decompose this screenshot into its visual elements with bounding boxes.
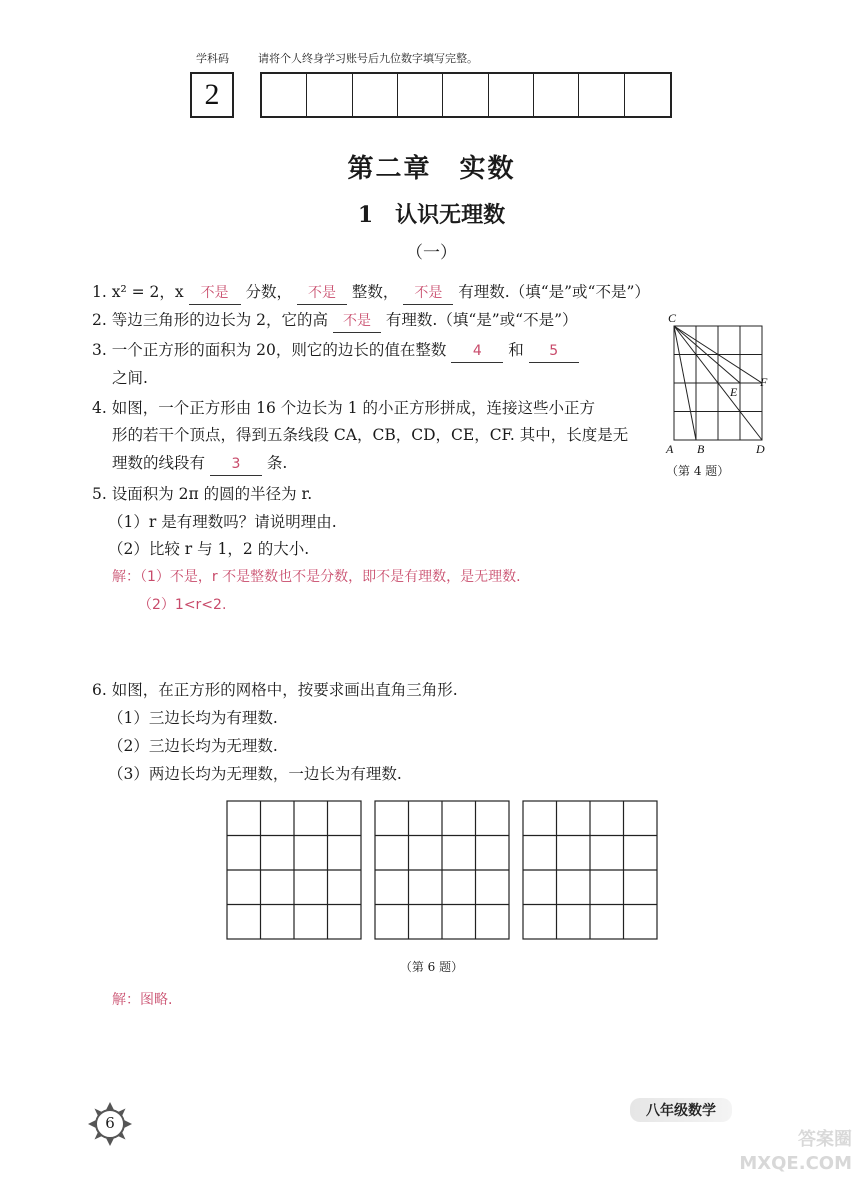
q5-line-1: 5. 设面积为 2π 的圆的半径为 r. [92, 485, 313, 503]
q4-figure [640, 312, 770, 458]
part-title: （一） [406, 243, 457, 263]
q3-blank-2: 5 [529, 340, 579, 363]
page-number: 6 [105, 1114, 115, 1132]
digit-cell[interactable] [398, 74, 443, 116]
q5-answer-1: 解：（1）不是，r 不是整数也不是分数，即不是有理数，是无理数. [112, 569, 521, 585]
q3-blank-1: 4 [451, 340, 503, 363]
q1-mid-1: 分数， [245, 283, 293, 301]
watermark: 答案圈 MXQE.COM [739, 1129, 852, 1174]
q6-sub-3: （3）两边长均为无理数，一边长为有理数. [108, 765, 402, 783]
label-a: A [666, 442, 674, 456]
q3-mid: 和 [508, 341, 524, 359]
q3-line-2: 之间. [112, 369, 148, 387]
q6-grid-1 [227, 801, 361, 939]
q1-blank-2: 不是 [297, 282, 347, 305]
question-2 [92, 306, 578, 334]
q6-line-1: 6. 如图，在正方形的网格中，按要求画出直角三角形. [92, 681, 458, 699]
q1-blank-3: 不是 [403, 282, 453, 305]
q6-caption: （第 6 题） [399, 960, 464, 974]
question-3 [92, 336, 579, 364]
label-f: F [760, 375, 768, 389]
label-c: C [668, 312, 677, 325]
digit-cell[interactable] [534, 74, 579, 116]
digit-cell[interactable] [307, 74, 352, 116]
q4-line-2: 形的若干个顶点，得到五条线段 CA，CB，CD，CE，CF. 其中，长度是无 [112, 426, 629, 444]
section-title: 1 认识无理数 [357, 202, 506, 228]
page-number-badge [88, 1102, 132, 1146]
q4-caption: （第 4 题） [666, 464, 730, 478]
q6-grid-3 [523, 801, 657, 939]
q1-blank-1: 不是 [189, 282, 241, 305]
q4-blank: 3 [210, 453, 262, 476]
label-e: E [730, 385, 738, 399]
digit-cell[interactable] [625, 74, 670, 116]
q4-line-3 [112, 449, 287, 477]
digit-cell[interactable] [579, 74, 624, 116]
q2-suffix: 有理数.（填“是”或“不是”） [385, 311, 578, 329]
q4-line-3-suffix: 条. [266, 454, 288, 472]
account-instruction: 请将个人终身学习账号后九位数字填写完整。 [258, 52, 478, 65]
label-b: B [697, 442, 705, 456]
digit-cell[interactable] [353, 74, 398, 116]
subject-code-box: 2 [190, 72, 234, 118]
q2-prefix: 2. 等边三角形的边长为 2，它的高 [92, 311, 329, 329]
book-tag: 八年级数学 [630, 1098, 732, 1122]
q1-suffix: 有理数.（填“是”或“不是”） [458, 283, 650, 301]
chapter-title: 第二章 实数 [347, 154, 516, 184]
q5-sub-2: （2）比较 r 与 1，2 的大小. [108, 540, 310, 558]
digit-cell[interactable] [443, 74, 488, 116]
q4-line-3-prefix: 理数的线段有 [112, 454, 206, 472]
q3-prefix: 3. 一个正方形的面积为 20，则它的边长的值在整数 [92, 341, 447, 359]
account-digit-boxes [260, 72, 672, 118]
q6-sub-1: （1）三边长均为有理数. [108, 709, 278, 727]
subject-code-label: 学科码 [196, 52, 229, 65]
q1-prefix: 1. x² = 2，x [92, 283, 184, 301]
question-1 [92, 278, 650, 306]
q6-grid-2 [375, 801, 509, 939]
q5-sub-1: （1）r 是有理数吗？请说明理由. [108, 513, 337, 531]
label-d: D [756, 442, 765, 456]
digit-cell[interactable] [262, 74, 307, 116]
q6-answer: 解：图略. [112, 992, 173, 1008]
q1-mid-2: 整数， [351, 283, 399, 301]
q2-blank: 不是 [333, 310, 381, 333]
q4-line-1: 4. 如图，一个正方形由 16 个边长为 1 的小正方形拼成，连接这些小正方 [92, 399, 596, 417]
q6-grids [224, 798, 664, 942]
q6-sub-2: （2）三边长均为无理数. [108, 737, 278, 755]
q5-answer-2: （2）1<r<2. [138, 597, 227, 613]
digit-cell[interactable] [489, 74, 534, 116]
